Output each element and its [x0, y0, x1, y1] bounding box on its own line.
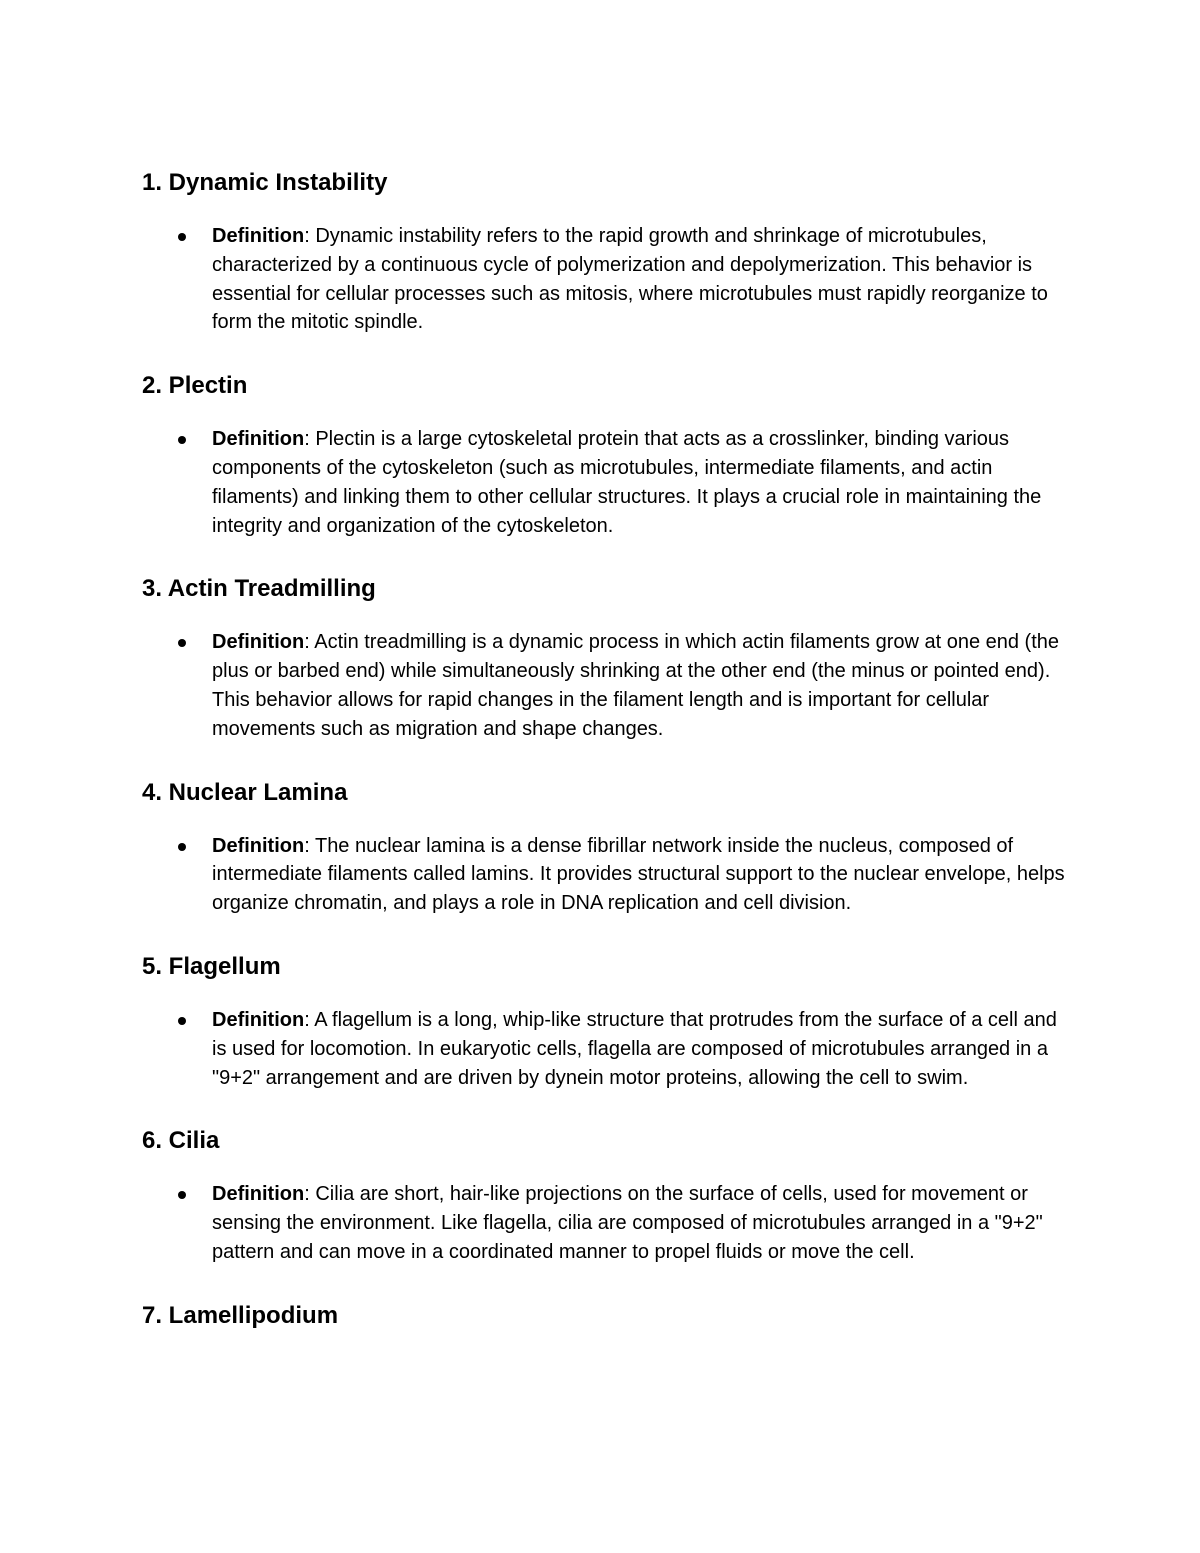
term-heading: 1. Dynamic Instability [142, 169, 388, 196]
definition-list [142, 1006, 1072, 1092]
definition-list [142, 1180, 1072, 1266]
definition-text: : Actin treadmilling is a dynamic process in which actin filaments grow at one end (the plus or barbed end) while simultaneously shrinking at the other end (the minus or pointed end). This behavior allows for rapid changes in the filament length and is important for cellular movements such as migration and shape changes. [212, 631, 1060, 740]
definition-item [142, 628, 1072, 743]
definition-item [142, 1180, 1072, 1266]
bullet-icon [178, 436, 186, 444]
term-section-lamellipodium [142, 1301, 1072, 1331]
definition-list [142, 425, 1072, 540]
definition-list [142, 628, 1072, 743]
term-heading: 3. Actin Treadmilling [142, 575, 376, 603]
definition-label: Definition [212, 834, 305, 857]
definition-label: Definition [212, 1008, 305, 1031]
definition-text: : Cilia are short, hair-like projections on the surface of cells, used for movement or sensing the environment. Like flagella, cilia are composed of microtubules arranged in a "9+2" pattern and can move in a coordinated manner to propel fluids or move the cell. [212, 1183, 1043, 1263]
term-section-actin-treadmilling [142, 574, 1072, 743]
definition-text: : A flagellum is a long, whip-like structure that protrudes from the surface of a cell and is used for locomotion. In eukaryotic cells, flagella are composed of microtubules arranged in a "9+2" arrangement and are driven by dynein motor proteins, allowing the cell to swim. [212, 1008, 1057, 1089]
definition-item [142, 1006, 1072, 1092]
definition-item [142, 222, 1072, 337]
term-section-plectin [142, 371, 1072, 540]
definition-label: Definition [212, 225, 305, 247]
document-page [142, 168, 1072, 1331]
definition-item [142, 425, 1072, 540]
term-section-dynamic-instability [142, 168, 1072, 337]
term-heading: 2. Plectin [142, 372, 248, 400]
bullet-icon [178, 843, 186, 851]
term-heading: 5. Flagellum [142, 952, 281, 980]
definition-text: : Plectin is a large cytoskeletal protein that acts as a crosslinker, binding various components of the cytoskeleton (such as microtubules, intermediate filaments, and actin filaments) and linking them to other cellular structures. It plays a crucial role in maintaining the integrity and organization of the cytoskeleton. [212, 428, 1042, 537]
bullet-icon [178, 1017, 186, 1025]
term-section-nuclear-lamina [142, 778, 1072, 918]
term-heading: 6. Cilia [142, 1127, 220, 1155]
term-section-cilia [142, 1126, 1072, 1266]
term-heading: 7. Lamellipodium [142, 1301, 339, 1329]
term-section-flagellum [142, 952, 1072, 1092]
definition-text: : Dynamic instability refers to the rapid growth and shrinkage of microtubules, characterized by a continuous cycle of polymerization and depolymerization. This behavior is essential for cellular processes such as mitosis, where microtubules must rapidly reorganize to form the mitotic spindle. [212, 225, 1048, 334]
term-heading: 4. Nuclear Lamina [142, 778, 348, 806]
definition-label: Definition [212, 428, 305, 451]
definition-label: Definition [212, 1183, 305, 1206]
definition-label: Definition [212, 631, 305, 654]
bullet-icon [178, 233, 186, 241]
definition-item [142, 832, 1072, 918]
bullet-icon [178, 639, 186, 647]
definition-list [142, 222, 1072, 337]
definition-text: : The nuclear lamina is a dense fibrillar network inside the nucleus, composed of intermediate filaments called lamins. It provides structural support to the nuclear envelope, helps organize chromatin, and plays a role in DNA replication and cell division. [212, 834, 1065, 915]
bullet-icon [178, 1191, 186, 1199]
definition-list [142, 832, 1072, 918]
